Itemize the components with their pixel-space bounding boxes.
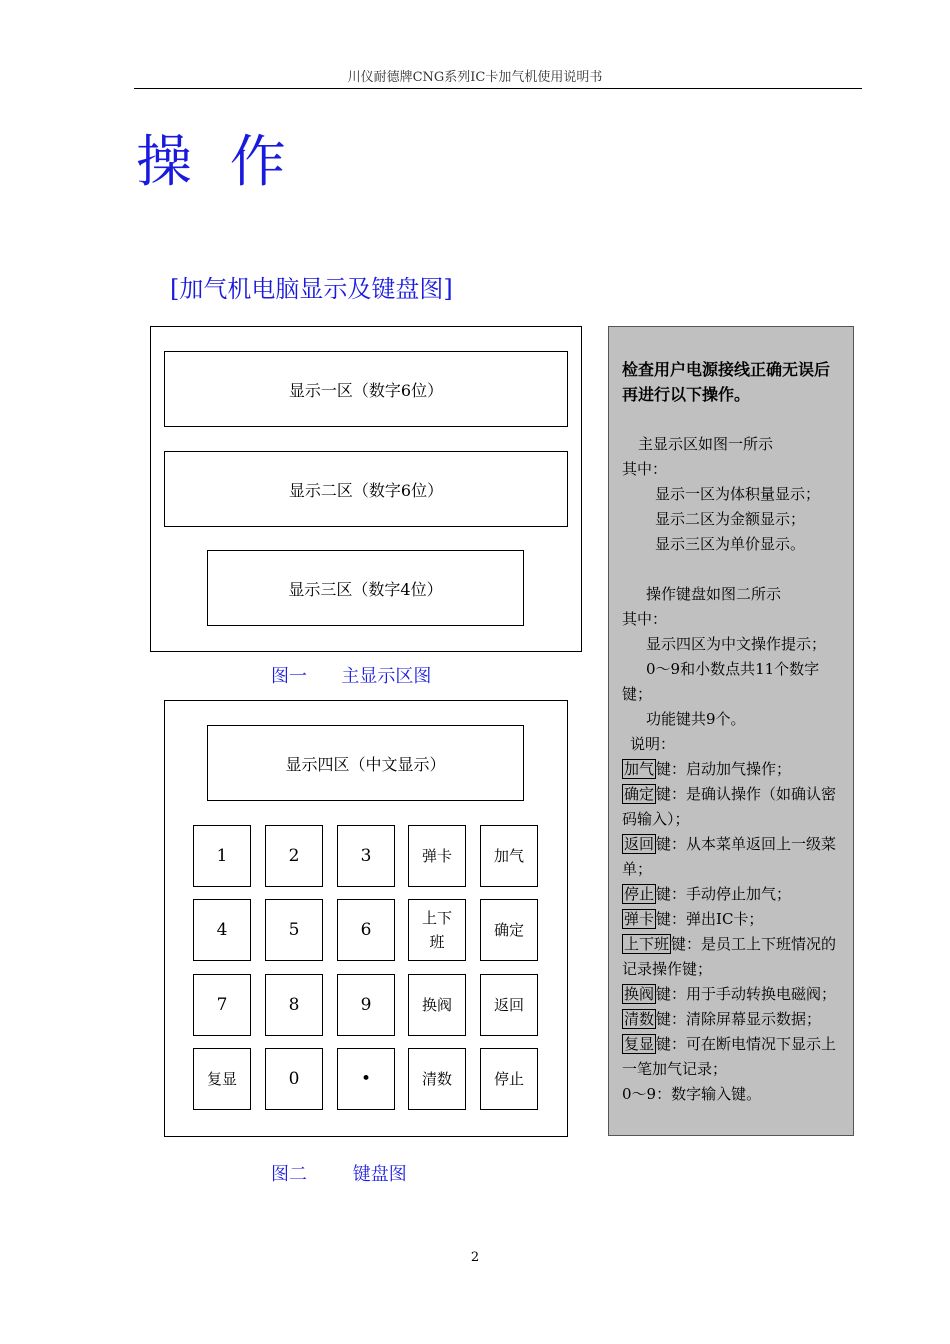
key-description [622,932,841,982]
key-description [622,907,841,932]
key-r1-c4: 弹卡 [408,825,466,887]
key-description [622,1007,841,1032]
header-rule [134,88,862,89]
key-description [622,882,841,907]
key-name-box: 清数 [624,1010,655,1028]
among-label-2: 其中： [622,610,668,628]
key-description-text: 键：从本菜单返回上一级菜单； [622,835,837,878]
key-description-text: 键：清除屏幕显示数据； [656,1010,822,1028]
key-name-box: 确定 [624,785,655,803]
section-subtitle: [加气机电脑显示及键盘图] [170,275,453,303]
figure-2-caption: 图二 键盘图 [271,1164,407,1185]
display-zone-3: 显示三区（数字4位） [207,550,524,626]
key-name-box: 换阀 [624,985,655,1003]
key-r1-c1: 1 [193,825,251,887]
key-name-box: 停止 [624,885,655,903]
keyboard-intro: 操作键盘如图二所示 [646,585,782,603]
main-display-intro: 主显示区如图一所示 [638,435,774,453]
keyboard-item-3: 功能键共9个。 [646,710,746,728]
key-r4-c3: • [337,1048,395,1110]
key-r3-c1: 7 [193,974,251,1036]
page-number: 2 [470,1250,480,1265]
warning-text: 检查用户电源接线正确无误后再进行以下操作。 [622,360,831,404]
key-name-box: 加气 [624,760,655,778]
key-name-box: 复显 [624,1035,655,1053]
key-description [622,782,841,832]
key-r3-c4: 换阀 [408,974,466,1036]
figure-1-caption: 图一 主显示区图 [271,666,432,687]
key-name-box: 返回 [624,835,655,853]
page-title: 操 作 [136,130,296,195]
key-r3-c3: 9 [337,974,395,1036]
key-description-text: 键：是员工上下班情况的记录操作键； [622,935,837,978]
key-description-text: 键：手动停止加气； [656,885,792,903]
main-item-1: 显示一区为体积量显示； [655,485,821,503]
key-description-text: 键：启动加气操作； [656,760,792,778]
key-r2-c3: 6 [337,899,395,961]
key-description-text: 键：弹出IC卡； [656,910,764,928]
key-r2-c4: 上下 班 [408,899,466,961]
key-description [622,982,841,1007]
key-r3-c5: 返回 [480,974,538,1036]
keyboard-item-1: 显示四区为中文操作提示； [646,635,827,653]
key-name-box: 弹卡 [624,910,655,928]
among-label-1: 其中： [622,460,668,478]
keyboard-item-2: 0～9和小数点共11个数字键； [622,660,820,703]
key-r2-c2: 5 [265,899,323,961]
key-description [622,832,841,882]
key-description [622,1032,841,1082]
key-r4-c5: 停止 [480,1048,538,1110]
key-r1-c2: 2 [265,825,323,887]
display-zone-2: 显示二区（数字6位） [164,451,568,527]
key-r4-c4: 清数 [408,1048,466,1110]
key-r4-c2: 0 [265,1048,323,1110]
key-description-text: 键：用于手动转换电磁阀； [656,985,837,1003]
display-zone-4: 显示四区（中文显示） [207,725,524,801]
main-item-3: 显示三区为单价显示。 [655,535,806,553]
key-r2-c1: 4 [193,899,251,961]
key-r3-c2: 8 [265,974,323,1036]
key-description-text: 键：是确认操作（如确认密码输入）； [622,785,837,828]
key-r2-c5: 确定 [480,899,538,961]
instructions-panel [608,326,854,1136]
key-descriptions [622,757,841,1082]
display-zone-1: 显示一区（数字6位） [164,351,568,427]
document-header: 川仪耐德牌CNG系列IC卡加气机使用说明书 [347,70,603,85]
note-label: 说明： [630,735,676,753]
key-r4-c1: 复显 [193,1048,251,1110]
digits-note: 0～9：数字输入键。 [622,1085,762,1103]
key-r1-c3: 3 [337,825,395,887]
main-item-2: 显示二区为金额显示； [655,510,806,528]
key-description-text: 键：可在断电情况下显示上一笔加气记录； [622,1035,837,1078]
key-description [622,757,841,782]
key-r1-c5: 加气 [480,825,538,887]
key-name-box: 上下班 [624,935,670,953]
